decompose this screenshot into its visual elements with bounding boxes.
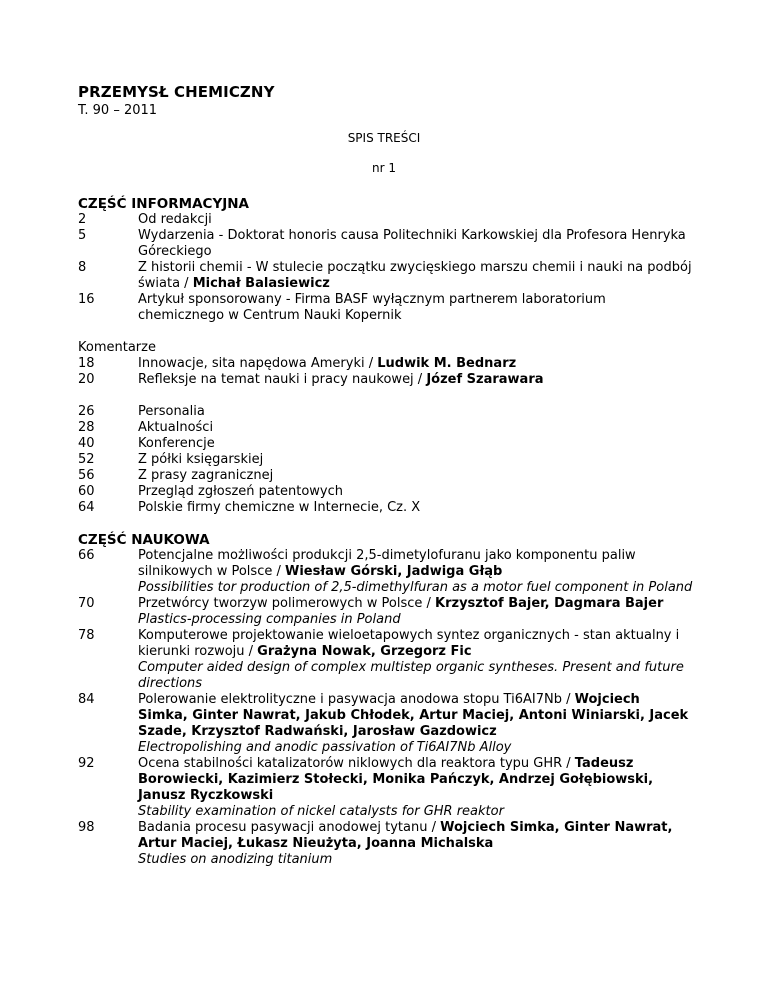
journal-title: PRZEMYSŁ CHEMICZNY [78,83,275,101]
entry-title: Potencjalne możliwości produkcji 2,5-dimetylofuranu jako komponentu paliw silnikowych w Polsce / [138,548,636,579]
section-subtitle: Komentarze [78,340,156,355]
entry-page-number: 40 [78,436,95,451]
entry-title: Przetwórcy tworzyw polimerowych w Polsce / [138,596,436,611]
entry-text [138,484,694,500]
entry-page-number: 26 [78,404,95,419]
entry-text [138,260,694,292]
toc-entry [78,692,694,756]
entry-authors: Michał Balasiewicz [192,276,330,291]
entry-english-title: Plastics-processing companies in Poland [138,612,401,627]
toc-entry [78,628,694,692]
entry-page-number: 28 [78,420,95,435]
entry-english-title: Computer aided design of complex multistep organic syntheses. Present and future directions [138,660,684,691]
toc-entry [78,228,694,260]
toc-entry [78,260,694,292]
table-of-contents [78,196,694,868]
toc-entry [78,452,694,468]
entry-title: Od redakcji [138,212,212,227]
entry-title: Przegląd zgłoszeń patentowych [138,484,343,499]
entry-page-number: 66 [78,548,95,563]
toc-entry [78,756,694,820]
entry-text [138,692,694,756]
toc-entry [78,820,694,868]
entry-page-number: 98 [78,820,95,835]
entry-english-title: Electropolishing and anodic passivation of Ti6AI7Nb Alloy [138,740,512,755]
entry-page-number: 60 [78,484,95,499]
entry-title: Polerowanie elektrolityczne i pasywacja anodowa stopu Ti6AI7Nb / [138,692,575,707]
volume-label: T. 90 – 2011 [78,103,158,118]
entry-title: Badania procesu pasywacji anodowej tytanu / [138,820,441,835]
entry-authors: Józef Szarawara [426,372,544,387]
entry-authors: Tadeusz Borowiecki, Kazimierz Stołecki, Monika Pańczyk, Andrzej Gołębiowski, Janusz Ryczkowski [138,756,654,803]
entry-page-number: 16 [78,292,95,307]
entry-page-number: 52 [78,452,95,467]
entry-page-number: 64 [78,500,95,515]
toc-entry [78,356,694,372]
entry-title: Komputerowe projektowanie wieloetapowych syntez organicznych - stan aktualny i kierunki rozwoju / [138,628,680,659]
toc-entry [78,212,694,228]
issue-number: nr 1 [372,161,396,175]
entry-text [138,468,694,484]
entry-title: Konferencje [138,436,215,451]
entry-title: Aktualności [138,420,214,435]
toc-entry [78,500,694,516]
entry-text [138,404,694,420]
entry-text [138,548,694,596]
toc-entry [78,468,694,484]
entry-title: Z historii chemii - W stulecie początku zwycięskiego marszu chemii i nauki na podbój świata / [138,260,692,291]
entry-authors: Wojciech Simka, Ginter Nawrat, Artur Maciej, Łukasz Nieużyta, Joanna Michalska [138,820,673,851]
entry-page-number: 70 [78,596,95,611]
entry-page-number: 18 [78,356,95,371]
entry-page-number: 78 [78,628,95,643]
entry-authors: Krzysztof Bajer, Dagmara Bajer [435,596,664,611]
entry-title: Refleksje na temat nauki i pracy naukowej / [138,372,427,387]
toc-entry [78,436,694,452]
entry-authors: Wojciech Simka, Ginter Nawrat, Jakub Chłodek, Artur Maciej, Antoni Winiarski, Jacek Szade, Krzysztof Radwański, Jarosław Gazdowicz [138,692,689,739]
entry-text [138,228,694,260]
entry-title: Innowacje, sita napędowa Ameryki / [138,356,378,371]
entry-authors: Grażyna Nowak, Grzegorz Fic [257,644,472,659]
entry-text [138,292,694,324]
entry-title: Z prasy zagranicznej [138,468,274,483]
entry-authors: Wiesław Górski, Jadwiga Głąb [284,564,503,579]
toc-entry [78,372,694,388]
entry-title: Z półki księgarskiej [138,452,264,467]
entry-text [138,500,694,516]
toc-entry [78,596,694,628]
entry-page-number: 2 [78,212,87,227]
entry-text [138,756,694,820]
toc-entry [78,484,694,500]
entry-english-title: Stability examination of nickel catalysts for GHR reaktor [138,804,504,819]
entry-title: Artykuł sponsorowany - Firma BASF wyłącznym partnerem laboratorium chemicznego w Centrum Nauki Kopernik [138,292,606,323]
toc-entry [78,420,694,436]
entry-page-number: 56 [78,468,95,483]
entry-text [138,372,694,388]
entry-title: Personalia [138,404,205,419]
toc-entry [78,292,694,324]
entry-page-number: 92 [78,756,95,771]
toc-heading: SPIS TREŚCI [347,131,421,145]
entry-page-number: 20 [78,372,95,387]
entry-page-number: 5 [78,228,87,243]
toc-entry [78,548,694,596]
entry-page-number: 84 [78,692,95,707]
section-gap [78,388,694,404]
section-gap [78,324,694,340]
entry-title: Ocena stabilności katalizatorów niklowych dla reaktora typu GHR / [138,756,575,771]
entry-english-title: Possibilities tor production of 2,5-dimethylfuran as a motor fuel component in Poland [138,580,693,595]
entry-english-title: Studies on anodizing titanium [138,852,333,867]
entry-title: Wydarzenia - Doktorat honoris causa Politechniki Karkowskiej dla Profesora Henryka Góreckiego [138,228,686,259]
entry-authors: Ludwik M. Bednarz [377,356,517,371]
entry-text [138,436,694,452]
entry-text [138,820,694,868]
entry-title: Polskie firmy chemiczne w Internecie, Cz. X [138,500,421,515]
section-gap [78,516,694,532]
entry-text [138,596,694,628]
entry-text [138,628,694,692]
section-title: CZĘŚĆ NAUKOWA [78,532,210,548]
entry-text [138,356,694,372]
entry-text [138,212,694,228]
section-title: CZĘŚĆ INFORMACYJNA [78,196,249,212]
entry-text [138,452,694,468]
toc-entry [78,404,694,420]
entry-page-number: 8 [78,260,87,275]
entry-text [138,420,694,436]
